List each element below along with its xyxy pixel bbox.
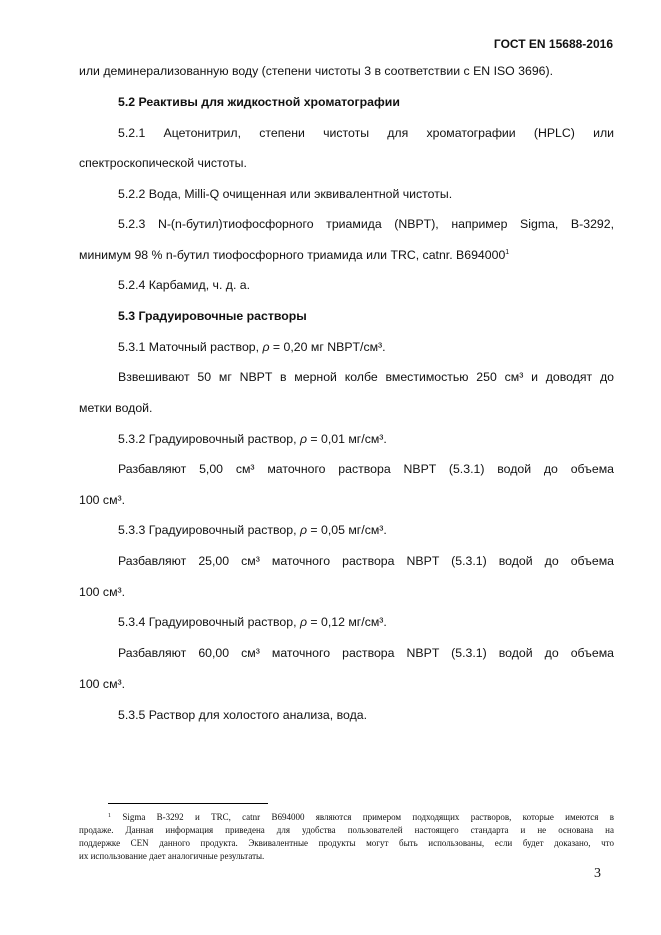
- paragraph-5-3-1-body: Взвешивают 50 мг NBPT в мерной колбе вместимостью 250 см³ и доводят до: [118, 370, 614, 384]
- paragraph-continuation: или деминерализованную воду (степени чистоты 3 в соответствии с EN ISO 3696).: [79, 64, 554, 78]
- section-heading-5-2: 5.2 Реактивы для жидкостной хроматографии: [118, 95, 400, 109]
- paragraph-5-3-3-body-cont: 100 см³.: [79, 585, 126, 599]
- paragraph-5-3-3-body: Разбавляют 25,00 см³ маточного раствора NBPT (5.3.1) водой до объема: [118, 554, 614, 568]
- paragraph-5-3-2-body: Разбавляют 5,00 см³ маточного раствора NBPT (5.3.1) водой до объема: [118, 462, 614, 476]
- paragraph-5-2-4: 5.2.4 Карбамид, ч. д. а.: [118, 278, 251, 292]
- page-number: 3: [594, 866, 601, 881]
- text-segment: = 0,01 мг/см³.: [306, 432, 387, 446]
- footnote-mark: 1: [108, 813, 111, 819]
- text-segment: = 0,05 мг/см³.: [306, 523, 387, 537]
- section-heading-5-3: 5.3 Градуировочные растворы: [118, 309, 307, 323]
- rho-symbol: ρ: [299, 432, 307, 446]
- text-segment: 5.3.1 Маточный раствор,: [118, 340, 263, 354]
- footnote-separator: [108, 803, 268, 804]
- paragraph-5-2-1-cont: спектроскопической чистоты.: [79, 156, 247, 170]
- text-segment: = 0,20 мг NBPT/см³.: [269, 340, 386, 354]
- text-segment: 5.3.3 Градуировочный раствор,: [118, 523, 300, 537]
- paragraph-5-2-2: 5.2.2 Вода, Milli-Q очищенная или эквивалентной чистоты.: [118, 187, 453, 201]
- rho-symbol: ρ: [262, 340, 270, 354]
- paragraph-5-3-1: [118, 340, 614, 354]
- document-header: ГОСТ EN 15688-2016: [493, 37, 613, 51]
- paragraph-5-3-2: [118, 432, 614, 446]
- footnote-line-1: [108, 812, 614, 822]
- rho-symbol: ρ: [299, 523, 307, 537]
- footnote-line-2: продаже. Данная информация приведена для удобства пользователей настоящего стандарта и не основана на: [79, 825, 614, 835]
- paragraph-5-3-5: 5.3.5 Раствор для холостого анализа, вода.: [118, 708, 367, 722]
- footnote-reference[interactable]: 1: [505, 249, 510, 256]
- paragraph-5-3-4-body: Разбавляют 60,00 см³ маточного раствора NBPT (5.3.1) водой до объема: [118, 646, 614, 660]
- text-segment: 5.3.4 Градуировочный раствор,: [118, 615, 300, 629]
- paragraph-5-3-1-body-cont: метки водой.: [79, 401, 153, 415]
- text-segment: 5.3.2 Градуировочный раствор,: [118, 432, 300, 446]
- rho-symbol: ρ: [299, 615, 307, 629]
- footnote-line-3: поддержке CEN данного продукта. Эквивалентные продукты могут быть использованы, если будет доказано, что: [79, 838, 614, 848]
- paragraph-5-2-3-text: минимум 98 % n-бутил тиофосфорного триамида или TRC, catnr. B694000: [79, 248, 506, 262]
- paragraph-5-2-3: 5.2.3 N-(n-бутил)тиофосфорного триамида (NBPT), например Sigma, B-3292,: [118, 217, 614, 231]
- paragraph-5-3-4: [118, 615, 614, 629]
- paragraph-5-2-3-cont: [79, 248, 614, 262]
- paragraph-5-3-2-body-cont: 100 см³.: [79, 493, 126, 507]
- footnote-text: Sigma B-3292 и TRC, catnr B694000 являются примером подходящих растворов, которые имеются в: [111, 812, 614, 822]
- paragraph-5-3-4-body-cont: 100 см³.: [79, 677, 126, 691]
- footnote-line-4: их использование дает аналогичные результаты.: [79, 851, 265, 861]
- paragraph-5-3-3: [118, 523, 614, 537]
- text-segment: = 0,12 мг/см³.: [306, 615, 387, 629]
- paragraph-5-2-1: 5.2.1 Ацетонитрил, степени чистоты для хроматографии (HPLC) или: [118, 126, 614, 140]
